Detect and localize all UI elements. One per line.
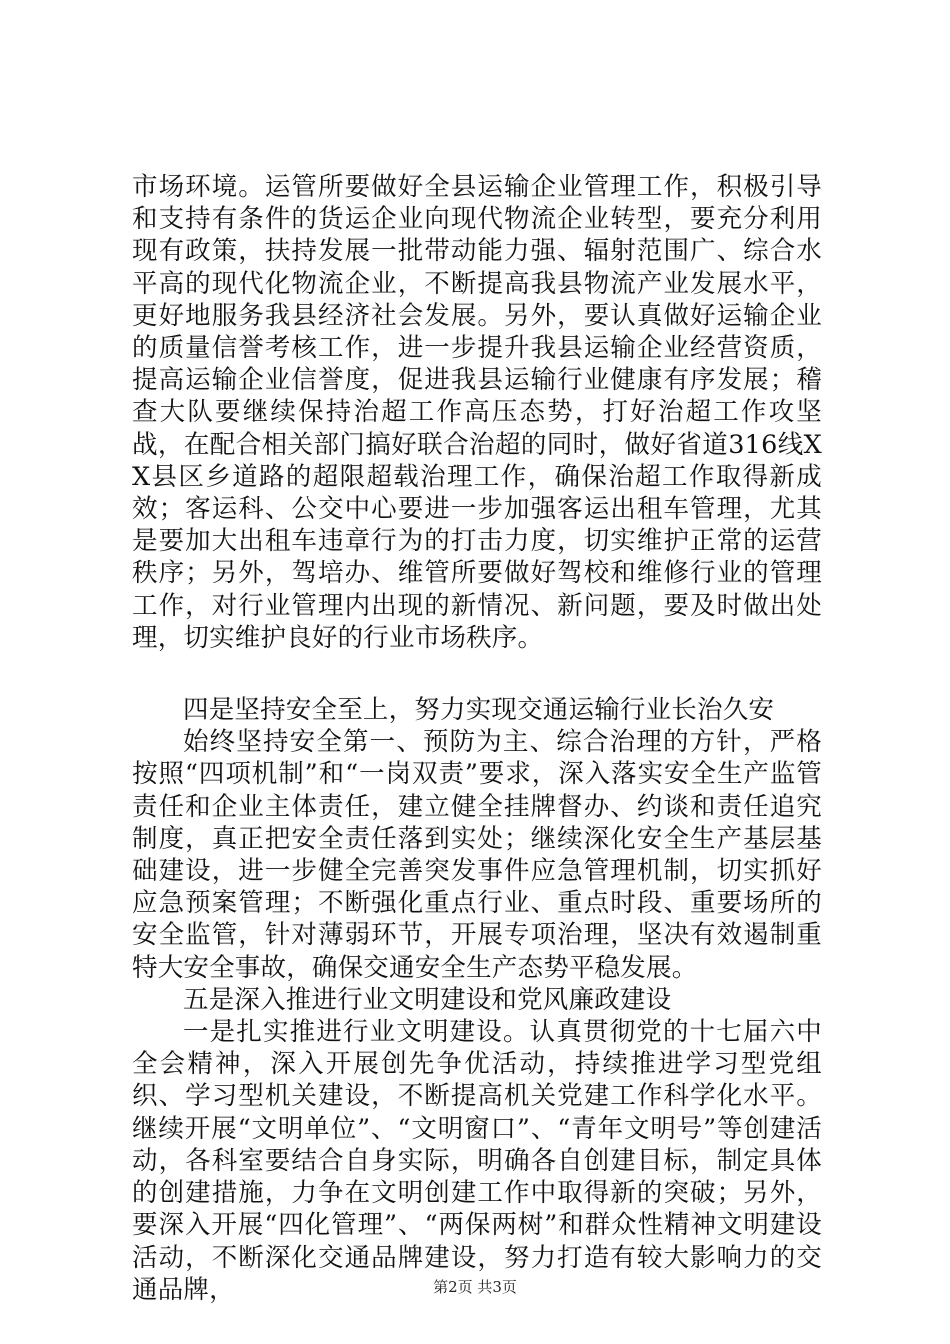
paragraph-gap <box>132 654 822 694</box>
section-heading-safety: 四是坚持安全至上，努力实现交通运输行业长治久安 <box>183 695 775 726</box>
paragraph-market-environment: 市场环境。运管所要做好全县运输企业管理工作，积极引导和支持有条件的货运企业向现代物流企业转型，要充分利用现有政策，扶持发展一批带动能力强、辐射范围广、综合水平高的现代化物流企业，不断提高我县物流产业发展水平，更好地服务我县经济社会发展。另外，要认真做好运输企业的质量信誉考核工作，进一步提升我县运输企业经营资质，提高运输企业信誉度，促进我县运输行业健康有序发展；稽查大队要继续保持治超工作高压态势，打好治超工作攻坚战，在配合相关部门搞好联合治超的同时，做好省道316线XX县区乡道路的超限超载治理工作，确保治超工作取得新成效；客运科、公交中心要进一步加强客运出租车管理，尤其是要加大出租车违章行为的打击力度，切实维护正常的运营秩序；另外，驾培办、维管所要做好驾校和维修行业的管理工作，对行业管理内出现的新情况、新问题，要及时做出处理，切实维护良好的行业市场秩序。 <box>132 172 822 653</box>
page-footer: 第2页 共3页 <box>433 1278 517 1296</box>
document-body <box>132 171 822 1306</box>
paragraph-safety: 始终坚持安全第一、预防为主、综合治理的方针，严格按照“四项机制”和“一岗双责”要求，深入落实安全生产监管责任和企业主体责任，建立健全挂牌督办、约谈和责任追究制度，真正把安全责任落到实处；继续深化安全生产基层基础建设，进一步健全完善突发事件应急管理机制，切实抓好应急预案管理；不断强化重点行业、重点时段、重要场所的安全监管，针对薄弱环节，开展专项治理，坚决有效遏制重特大安全事故，确保交通安全生产态势平稳发展。 <box>132 727 822 983</box>
section-heading-civilization: 五是深入推进行业文明建设和党风廉政建设 <box>183 984 672 1015</box>
paragraph-civilization: 一是扎实推进行业文明建设。认真贯彻党的十七届六中全会精神，深入开展创先争优活动，持续推进学习型党组织、学习型机关建设，不断提高机关党建工作科学化水平。继续开展“文明单位”、“文明窗口”、“青年文明号”等创建活动，各科室要结合自身实际，明确各自创建目标，制定具体的创建措施，力争在文明创建工作中取得新的突破；另外，要深入开展“四化管理”、“两保两树”和群众性精神文明建设活动，不断深化交通品牌建设，努力打造有较大影响力的交通品牌， <box>132 1017 822 1305</box>
